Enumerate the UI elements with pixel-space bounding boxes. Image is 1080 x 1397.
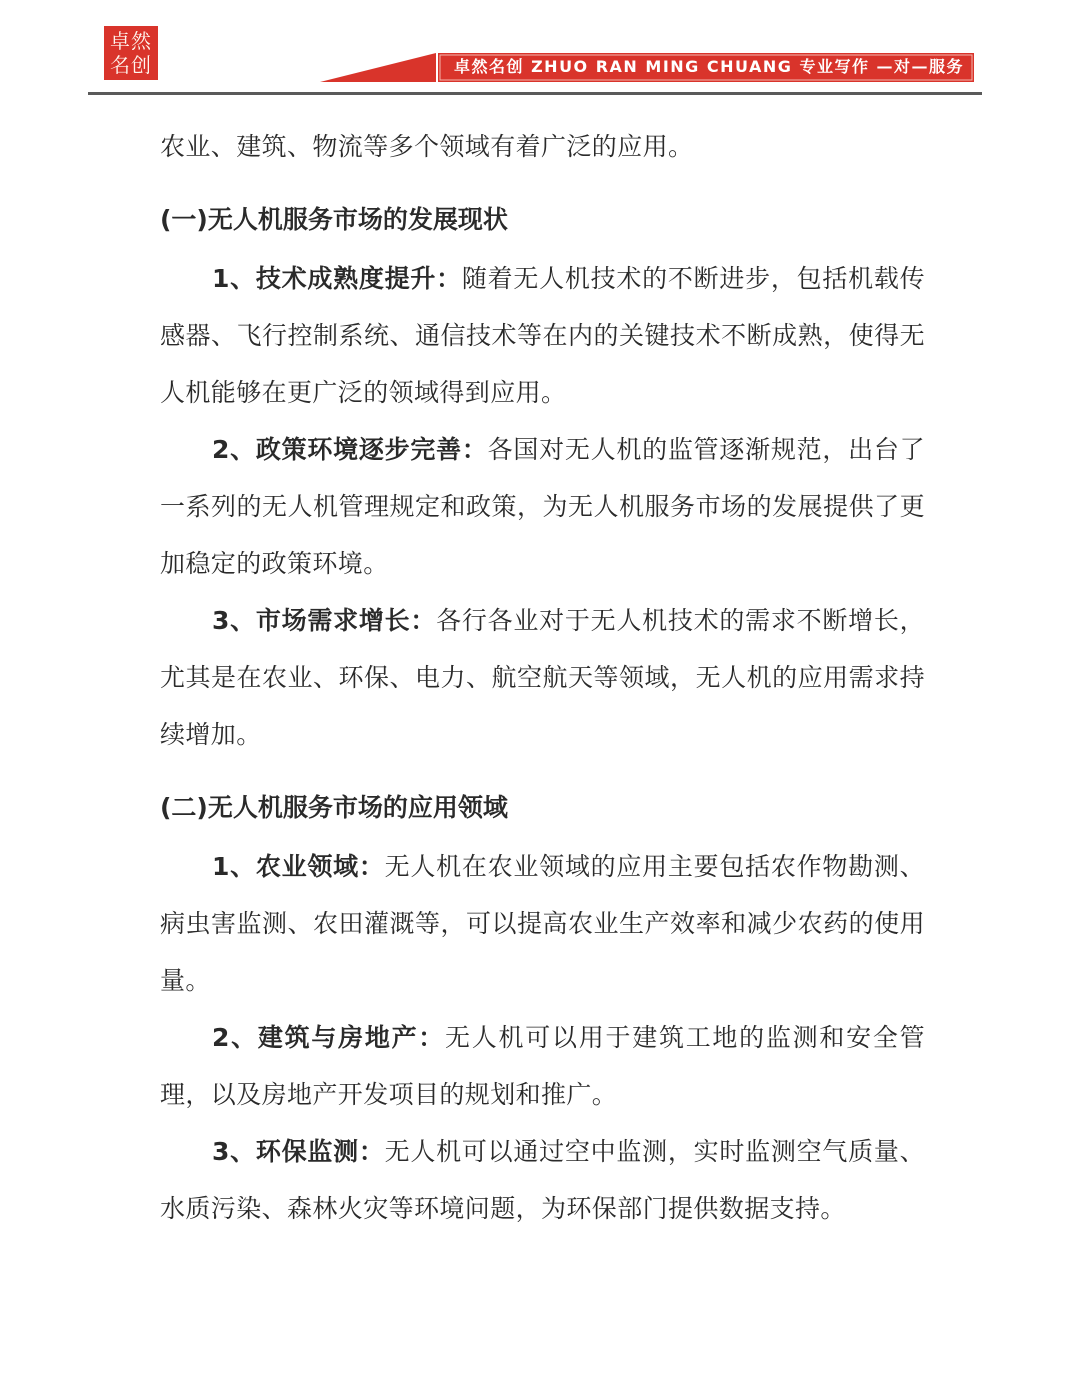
item-text: 无人机在农业领域的应用主要包括农作物勘测、病虫害监测、农田灌溉等，可以提高农业生产效率和减少农药的使用量。	[160, 852, 925, 995]
item-lead: 1、农业领域：	[212, 852, 385, 881]
item-text: 各国对无人机的监管逐渐规范，出台了一系列的无人机管理规定和政策，为无人机服务市场的发展提供了更加稳定的政策环境。	[160, 435, 925, 578]
section-heading-2: (二)无人机服务市场的应用领域	[160, 793, 508, 822]
section2-item-2	[160, 1009, 925, 1123]
item-text: 无人机可以用于建筑工地的监测和安全管理，以及房地产开发项目的规划和推广。	[160, 1023, 926, 1109]
logo-line-2: 名创	[110, 53, 152, 77]
item-text: 随着无人机技术的不断进步，包括机载传感器、飞行控制系统、通信技术等在内的关键技术不断成熟，使得无人机能够在更广泛的领域得到应用。	[160, 264, 925, 407]
section2-item-3	[160, 1123, 925, 1237]
item-lead: 3、市场需求增长：	[212, 606, 437, 635]
item-text: 无人机可以通过空中监测，实时监测空气质量、水质污染、森林火灾等环境问题，为环保部门提供数据支持。	[160, 1137, 925, 1223]
logo-line-1: 卓然	[110, 29, 152, 53]
intro-paragraph: 农业、建筑、物流等多个领域有着广泛的应用。	[160, 132, 694, 161]
section1-item-2	[160, 421, 925, 592]
header-banner-text: 卓然名创 ZHUO RAN MING CHUANG 专业写作 —对—服务	[454, 57, 965, 76]
section1-item-3	[160, 592, 925, 763]
section2-item-1	[160, 838, 925, 1009]
section-heading-1: (一)无人机服务市场的发展现状	[160, 205, 508, 234]
document-body	[160, 118, 925, 1237]
item-lead: 1、技术成熟度提升：	[212, 264, 462, 293]
section1-item-1	[160, 250, 925, 421]
item-text: 各行各业对于无人机技术的需求不断增长，尤其是在农业、环保、电力、航空航天等领域，无人机的应用需求持续增加。	[160, 606, 926, 749]
item-lead: 3、环保监测：	[212, 1137, 385, 1166]
header-banner-shape	[0, 0, 1080, 100]
header-divider	[88, 92, 982, 95]
item-lead: 2、建筑与房地产：	[212, 1023, 446, 1052]
item-lead: 2、政策环境逐步完善：	[212, 435, 488, 464]
